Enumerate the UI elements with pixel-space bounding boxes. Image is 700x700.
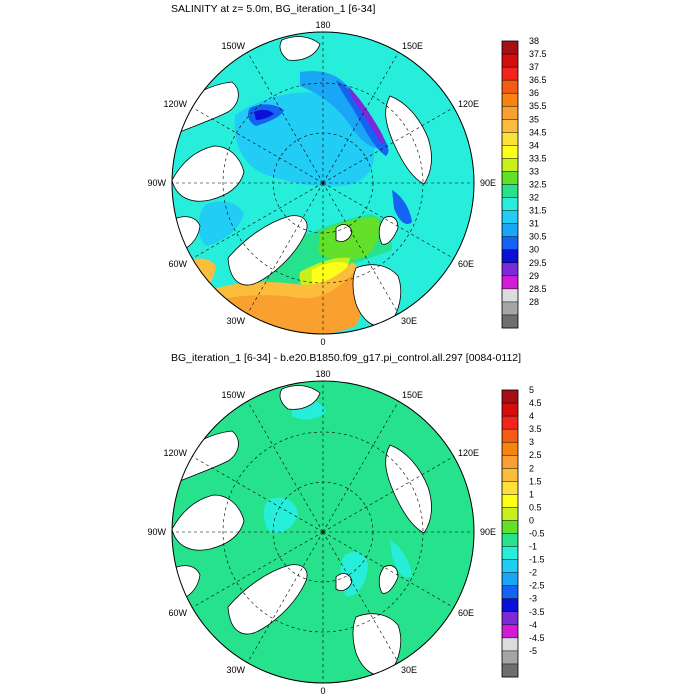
- colorbar-swatch: [502, 468, 518, 481]
- colorbar-swatch: [502, 224, 518, 237]
- colorbar-label: 3: [529, 437, 535, 448]
- colorbar-label: 34: [529, 140, 540, 151]
- colorbar-label: 4: [529, 411, 535, 422]
- colorbar-label: 29: [529, 270, 540, 281]
- colorbar-swatch: [502, 158, 518, 171]
- colorbar-swatch: [502, 171, 518, 184]
- lon2-label-150w: 150W: [221, 390, 245, 400]
- colorbar-label: -1.5: [529, 554, 545, 565]
- lon2-label-60w: 60W: [168, 608, 187, 618]
- colorbar-swatch: [502, 507, 518, 520]
- colorbar-label: 30: [529, 244, 540, 255]
- colorbar-label: 30.5: [529, 231, 547, 242]
- colorbar-label: 34.5: [529, 127, 547, 138]
- colorbar-label: 33: [529, 166, 540, 177]
- colorbar-label: 35: [529, 114, 540, 125]
- colorbar-label: 32: [529, 192, 540, 203]
- colorbar-swatch: [502, 625, 518, 638]
- colorbar-swatch: [502, 481, 518, 494]
- salinity-map: [170, 32, 474, 340]
- colorbar-swatch: [502, 145, 518, 158]
- colorbar-swatch: [502, 586, 518, 599]
- difference-panel: [147, 352, 544, 696]
- colorbar-swatch: [502, 106, 518, 119]
- salinity-colorbar: [502, 36, 547, 328]
- lon2-label-180: 180: [315, 369, 331, 379]
- lon-label-150e: 150E: [402, 41, 424, 51]
- lon-label-180: 180: [315, 20, 331, 30]
- colorbar-label: 4.5: [529, 398, 542, 409]
- lon2-label-30w: 30W: [226, 665, 245, 675]
- colorbar-swatch: [502, 250, 518, 263]
- colorbar-swatch: [502, 237, 518, 250]
- lon-label-90w: 90W: [147, 178, 166, 188]
- lon2-label-0: 0: [320, 686, 326, 696]
- colorbar-label: -3.5: [529, 606, 545, 617]
- colorbar-label: 28.5: [529, 283, 547, 294]
- colorbar-label: 31.5: [529, 205, 547, 216]
- colorbar-label: -3: [529, 593, 538, 604]
- lon2-label-90e: 90E: [480, 527, 497, 537]
- colorbar-swatch: [502, 664, 518, 677]
- colorbar-label: 31: [529, 218, 540, 229]
- colorbar-swatch: [502, 132, 518, 145]
- colorbar-label: 37.5: [529, 49, 547, 60]
- lon2-label-120w: 120W: [163, 448, 187, 458]
- lon2-label-150e: 150E: [402, 390, 424, 400]
- colorbar-swatch: [502, 198, 518, 211]
- colorbar-label: -5: [529, 645, 538, 656]
- colorbar-label: -0.5: [529, 528, 545, 539]
- lon2-label-90w: 90W: [147, 527, 166, 537]
- colorbar-label: 1: [529, 489, 535, 500]
- colorbar-label: 36.5: [529, 75, 547, 86]
- lon2-label-30e: 30E: [401, 665, 418, 675]
- colorbar-label: 2: [529, 463, 535, 474]
- colorbar-swatch: [502, 416, 518, 429]
- colorbar-label: 37: [529, 62, 540, 73]
- lon-label-30w: 30W: [226, 316, 245, 326]
- colorbar-label: 33.5: [529, 153, 547, 164]
- colorbar-swatch: [502, 80, 518, 93]
- colorbar-label: -2: [529, 567, 538, 578]
- colorbar-swatch: [502, 534, 518, 547]
- lon-label-150w: 150W: [221, 41, 245, 51]
- colorbar-label: 0.5: [529, 502, 542, 513]
- colorbar-swatch: [502, 67, 518, 80]
- colorbar-label: 0: [529, 515, 535, 526]
- colorbar-swatch: [502, 651, 518, 664]
- colorbar-label: 38: [529, 36, 540, 46]
- colorbar-swatch: [502, 54, 518, 67]
- lon-label-120w: 120W: [163, 99, 187, 109]
- salinity-panel-title: SALINITY at z= 5.0m, BG_iteration_1 [6-34]: [171, 3, 376, 15]
- colorbar-swatch: [502, 442, 518, 455]
- difference-colorbar: [502, 385, 545, 677]
- colorbar-label: -1: [529, 541, 538, 552]
- colorbar-swatch: [502, 429, 518, 442]
- colorbar-label: 32.5: [529, 179, 547, 190]
- colorbar-swatch: [502, 599, 518, 612]
- colorbar-label: 1.5: [529, 476, 542, 487]
- salinity-field-labrador: [186, 259, 216, 296]
- colorbar-label: 29.5: [529, 257, 547, 268]
- colorbar-swatch: [502, 390, 518, 403]
- colorbar-swatch: [502, 612, 518, 625]
- salinity-panel: [147, 3, 546, 347]
- colorbar-swatch: [502, 494, 518, 507]
- colorbar-swatch: [502, 573, 518, 586]
- colorbar-swatch: [502, 119, 518, 132]
- colorbar-swatch: [502, 403, 518, 416]
- colorbar-label: 3.5: [529, 424, 542, 435]
- colorbar-swatch: [502, 289, 518, 302]
- colorbar-swatch: [502, 93, 518, 106]
- lon-label-0: 0: [320, 337, 326, 347]
- colorbar-label: 28: [529, 296, 540, 307]
- colorbar-swatch: [502, 638, 518, 651]
- colorbar-swatch: [502, 276, 518, 289]
- colorbar-label: 35.5: [529, 101, 547, 112]
- colorbar-swatch: [502, 41, 518, 54]
- colorbar-swatch: [502, 547, 518, 560]
- colorbar-swatch: [502, 315, 518, 328]
- difference-panel-title: BG_iteration_1 [6-34] - b.e20.B1850.f09_g17.pi_control.all.297 [0084-0112]: [171, 352, 522, 364]
- colorbar-label: -2.5: [529, 580, 545, 591]
- colorbar-swatch: [502, 263, 518, 276]
- lon-label-60w: 60W: [168, 259, 187, 269]
- colorbar-swatch: [502, 560, 518, 573]
- lon-label-60e: 60E: [458, 259, 475, 269]
- lon2-label-120e: 120E: [458, 448, 480, 458]
- colorbar-swatch: [502, 455, 518, 468]
- colorbar-label: 2.5: [529, 450, 542, 461]
- lon-label-30e: 30E: [401, 316, 418, 326]
- colorbar-swatch: [502, 211, 518, 224]
- colorbar-label: 5: [529, 385, 535, 395]
- lon2-label-60e: 60E: [458, 608, 475, 618]
- colorbar-swatch: [502, 520, 518, 533]
- colorbar-swatch: [502, 302, 518, 315]
- colorbar-label: 36: [529, 88, 540, 99]
- colorbar-label: -4.5: [529, 632, 545, 643]
- colorbar-label: -4: [529, 619, 538, 630]
- lon-label-90e: 90E: [480, 178, 497, 188]
- lon-label-120e: 120E: [458, 99, 480, 109]
- colorbar-swatch: [502, 185, 518, 198]
